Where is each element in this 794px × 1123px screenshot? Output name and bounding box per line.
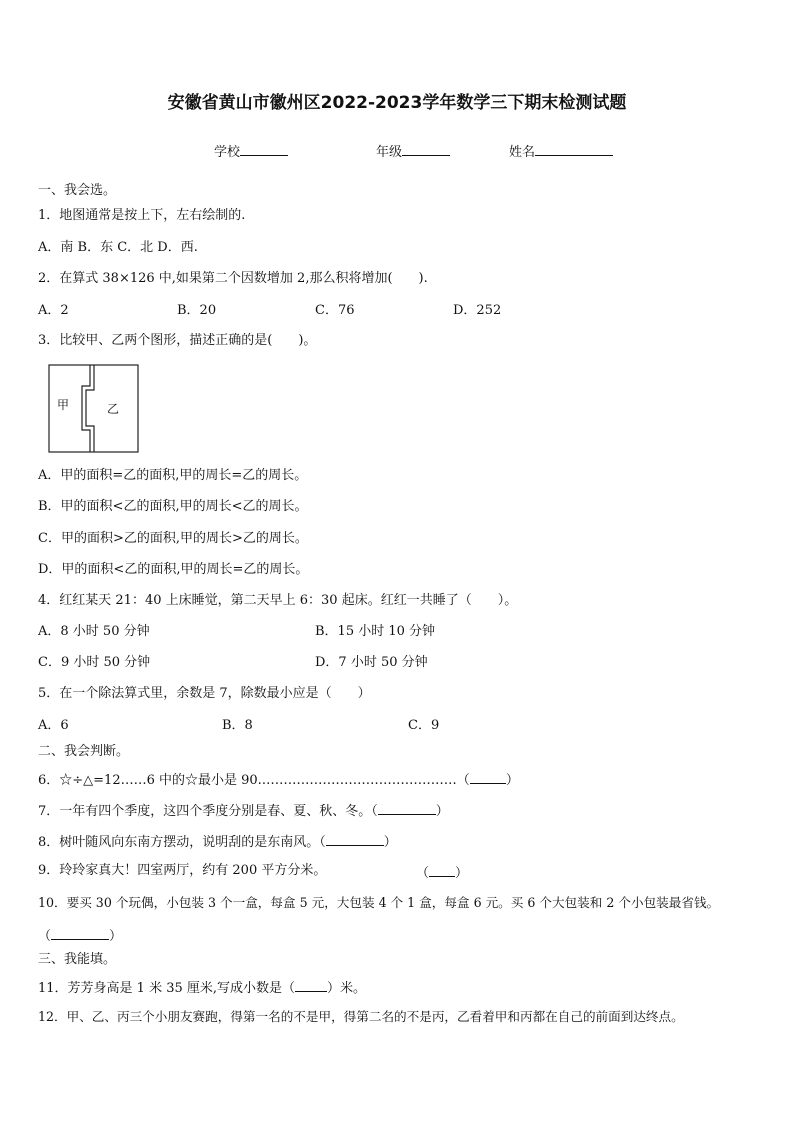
section-heading-3: 三、我能填。 xyxy=(38,952,117,967)
question-2-option-b: B．20 xyxy=(177,303,217,318)
question-4-option-d: D．7 小时 50 分钟 xyxy=(315,655,428,670)
name-blank[interactable] xyxy=(535,142,613,156)
figure-label-jia: 甲 xyxy=(57,398,70,412)
question-6-text: 6．☆÷△=12……6 中的☆最小是 90.………………………………………（ xyxy=(38,773,470,788)
question-6 xyxy=(38,770,519,789)
question-5-option-b: B．8 xyxy=(222,718,253,733)
question-11-text: 11．芳芳身高是 1 米 35 厘米,写成小数是（ xyxy=(38,981,296,996)
grade-label: 年级 xyxy=(376,145,403,160)
question-8 xyxy=(38,832,397,851)
answer-blank-10[interactable] xyxy=(51,926,109,940)
paren-open: （ xyxy=(38,929,52,944)
question-4-option-a: A．8 小时 50 分钟 xyxy=(38,624,150,639)
school-field xyxy=(214,142,288,161)
question-2-option-a: A．2 xyxy=(38,303,69,318)
school-blank[interactable] xyxy=(240,142,288,156)
question-5-option-a: A．6 xyxy=(38,718,69,733)
question-1: 1．地图通常是按上下，左右绘制的. xyxy=(38,208,246,223)
question-5-option-c: C．9 xyxy=(408,718,440,733)
question-11-unit: ）米。 xyxy=(327,981,367,996)
paren-close: ） xyxy=(435,804,449,819)
question-2-option-d: D．252 xyxy=(453,303,502,318)
name-label: 姓名 xyxy=(509,145,536,160)
answer-blank-11[interactable] xyxy=(295,978,327,992)
paren-close: ） xyxy=(455,866,469,881)
question-3-option-d: D．甲的面积<乙的面积,甲的周长=乙的周长。 xyxy=(38,562,309,577)
question-1-options: A．南 B．东 C．北 D．西. xyxy=(38,240,198,255)
grade-blank[interactable] xyxy=(402,142,450,156)
figure-label-yi: 乙 xyxy=(107,402,120,416)
name-field xyxy=(509,142,613,161)
question-12: 12．甲、乙、丙三个小朋友赛跑，得第一名的不是甲，得第二名的不是丙，乙看着甲和丙都在自己的前面到达终点。 xyxy=(38,1009,684,1024)
page-title: 安徽省黄山市徽州区2022-2023学年数学三下期末检测试题 xyxy=(167,93,627,113)
question-10-answer xyxy=(38,926,122,945)
question-10: 10．要买 30 个玩偶，小包装 3 个一盒，每盒 5 元，大包装 4 个 1 盒，每盒 6 元。买 6 个大包装和 2 个小包装最省钱。 xyxy=(38,895,720,910)
question-8-text: 8．树叶随风向东南方摆动，说明刮的是东南风。（ xyxy=(38,835,326,850)
question-7-text: 7．一年有四个季度，这四个季度分别是春、夏、秋、冬。（ xyxy=(38,804,378,819)
question-3-option-c: C．甲的面积>乙的面积,甲的周长>乙的周长。 xyxy=(38,531,308,546)
answer-blank-9[interactable] xyxy=(429,863,455,877)
question-3-option-b: B．甲的面积<乙的面积,甲的周长<乙的周长。 xyxy=(38,499,308,514)
question-3-option-a: A．甲的面积=乙的面积,甲的周长=乙的周长。 xyxy=(38,468,308,483)
question-2-option-c: C．76 xyxy=(315,303,355,318)
answer-blank-7[interactable] xyxy=(378,801,436,815)
question-5: 5．在一个除法算式里，余数是 7，除数最小应是（ ） xyxy=(38,686,371,701)
question-4-option-b: B．15 小时 10 分钟 xyxy=(315,624,436,639)
paren-open: （ xyxy=(416,866,430,881)
grade-field xyxy=(376,142,450,161)
paren-close: ） xyxy=(505,773,519,788)
question-9-answer xyxy=(416,863,468,882)
question-11 xyxy=(38,978,366,997)
question-2: 2．在算式 38×126 中,如果第二个因数增加 2,那么积将增加( ). xyxy=(38,271,428,286)
question-9: 9．玲玲家真大！四室两厅，约有 200 平方分米。 xyxy=(38,863,327,878)
question-7 xyxy=(38,801,449,820)
school-label: 学校 xyxy=(214,145,241,160)
answer-blank-6[interactable] xyxy=(470,770,506,784)
answer-blank-8[interactable] xyxy=(326,832,384,846)
question-3: 3．比较甲、乙两个图形，描述正确的是( )。 xyxy=(38,333,317,348)
paren-close: ） xyxy=(383,835,397,850)
section-heading-1: 一、我会选。 xyxy=(38,183,117,198)
question-4: 4．红红某天 21：40 上床睡觉，第二天早上 6：30 起床。红红一共睡了（ ）。 xyxy=(38,593,518,608)
section-heading-2: 二、我会判断。 xyxy=(38,744,130,759)
question-4-option-c: C．9 小时 50 分钟 xyxy=(38,655,151,670)
paren-close: ） xyxy=(109,929,123,944)
